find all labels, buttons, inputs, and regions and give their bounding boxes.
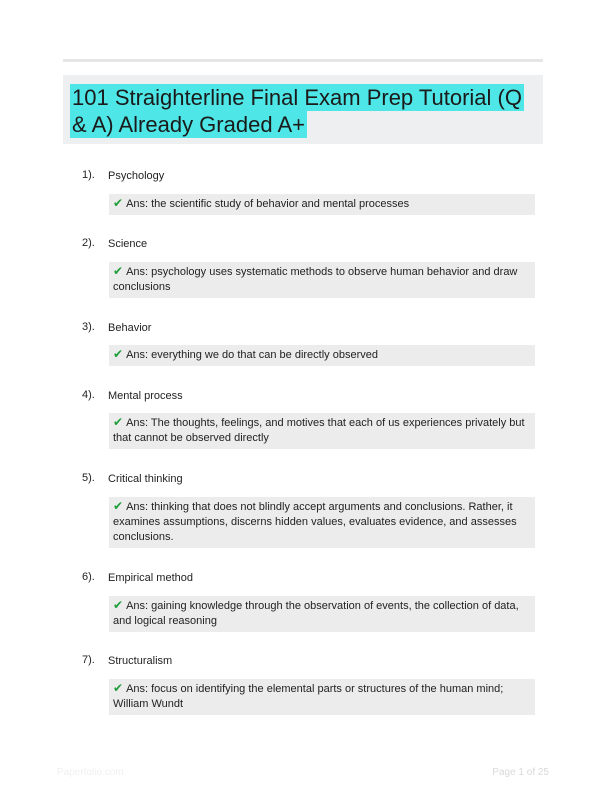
- checkmark-icon: ✔: [113, 415, 124, 429]
- question-text: Critical thinking: [108, 473, 183, 485]
- checkmark-icon: ✔: [113, 598, 124, 612]
- page-title-text: 101 Straighterline Final Exam Prep Tutorial (Q & A) Already Graded A+: [72, 85, 522, 137]
- answer-box: [109, 262, 535, 298]
- answer-box: [109, 596, 535, 632]
- answer-text: Ans: everything we do that can be directly observed: [126, 349, 378, 361]
- question-text: Behavior: [108, 322, 152, 334]
- question-text: Empirical method: [108, 572, 193, 584]
- question-text: Mental process: [108, 390, 183, 402]
- checkmark-icon: ✔: [113, 499, 124, 513]
- checkmark-icon: ✔: [113, 196, 124, 210]
- question-text: Science: [108, 238, 148, 250]
- header-divider: [63, 59, 543, 62]
- answer-text: Ans: thinking that does not blindly accept arguments and conclusions. Rather, it examines assumptions, discerns hidden values, evaluates evidence, and assesses conclusions.: [113, 501, 517, 543]
- footer-watermark: Paperfolio.com: [57, 767, 124, 778]
- question-number: 2).: [82, 237, 95, 249]
- question-number: 7).: [82, 654, 95, 666]
- answer-text: Ans: the scientific study of behavior and mental processes: [126, 198, 410, 210]
- answer-text: Ans: gaining knowledge through the observation of events, the collection of data, and logical reasoning: [113, 600, 519, 627]
- answer-box: [109, 194, 535, 215]
- checkmark-icon: ✔: [113, 347, 124, 361]
- question-text: Structuralism: [108, 655, 173, 667]
- answer-box: [109, 413, 535, 449]
- question-text: Psychology: [108, 170, 165, 182]
- question-number: 6).: [82, 571, 95, 583]
- page-number: Page 1 of 25: [492, 767, 549, 778]
- answer-box: [109, 679, 535, 715]
- answer-text: Ans: The thoughts, feelings, and motives that each of us experiences privately but that cannot be observed directly: [113, 417, 525, 444]
- checkmark-icon: ✔: [113, 264, 124, 278]
- answer-box: [109, 497, 535, 548]
- question-number: 3).: [82, 321, 95, 333]
- answer-box: [109, 345, 535, 366]
- answer-text: Ans: psychology uses systematic methods to observe human behavior and draw conclusions: [113, 266, 518, 293]
- question-number: 5).: [82, 472, 95, 484]
- checkmark-icon: ✔: [113, 681, 124, 695]
- answer-text: Ans: focus on identifying the elemental parts or structures of the human mind; William Wundt: [113, 683, 504, 710]
- page-title: [70, 84, 538, 138]
- question-number: 1).: [82, 169, 95, 181]
- question-number: 4).: [82, 389, 95, 401]
